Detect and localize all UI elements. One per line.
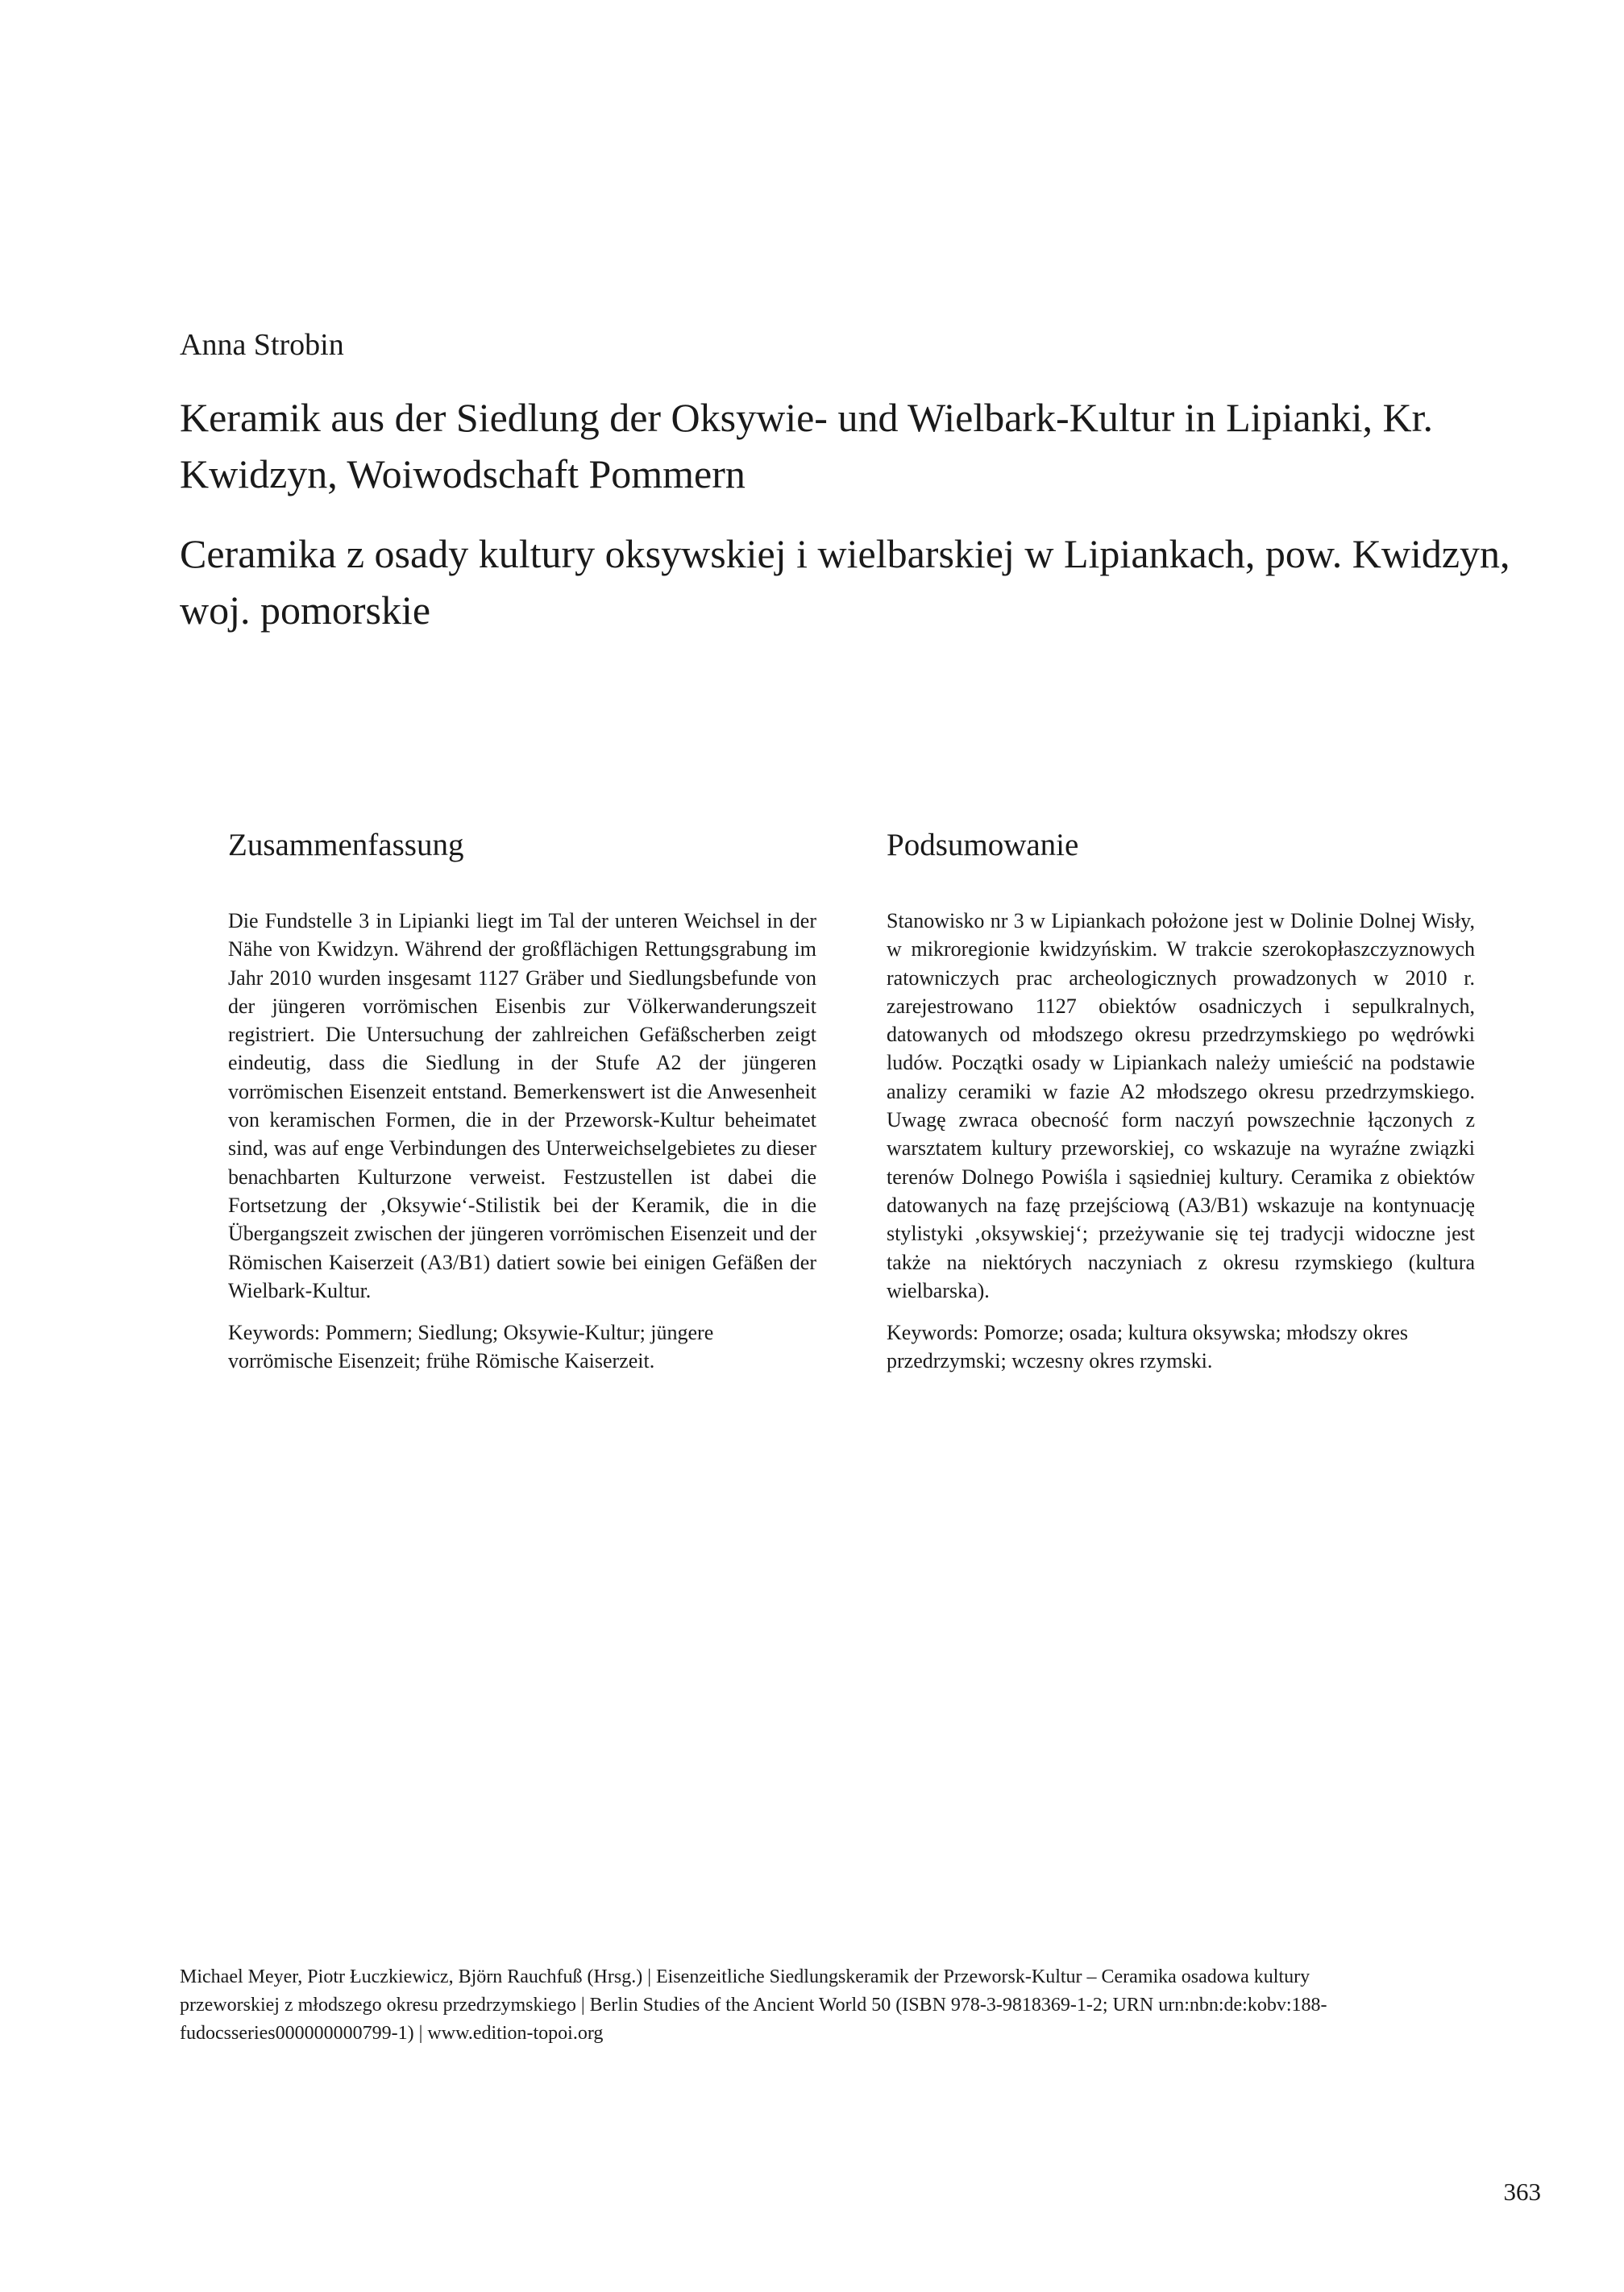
abstract-polish-body: Stanowisko nr 3 w Lipiankach położone jest w Dolinie Dolnej Wisły, w mikroregionie kwidzyńskim. W trakcie szerokopłaszczyznowych ratowniczych prac archeologicznych prowadzonych w 2010 r. zarejestrowano 1127 obiektów osadniczych i sepulkralnych, datowanych od młodszego okresu przedrzymskiego po wędrówki ludów. Początki osady w Lipiankach należy umieścić na podstawie analizy ceramiki w fazie A2 młodszego okresu przedrzymskiego. Uwagę zwraca obecność form naczyń powszechnie łączonych z warsztatem kultury przeworskiej, co wskazuje na wyraźne związki terenów Dolnego Powiśla i sąsiedniej kultury. Ceramika z obiektów datowanych na fazę przejściową (A3/B1) wskazuje na kontynuację stylistyki ‚oksywskiej‘; przeżywanie się tej tradycji widoczne jest także na niektórych naczyniach z okresu rzymskiego (kultura wielbarska). — [887, 909, 1475, 1302]
page-number: 363 — [1503, 2178, 1541, 2206]
abstract-polish — [887, 826, 1475, 1376]
author-name: Anna Strobin — [180, 328, 344, 362]
abstract-polish-keywords: Keywords: Pomorze; osada; kultura oksywska; młodszy okres przedrzymski; wczesny okres rzymski. — [887, 1321, 1409, 1373]
citation-footer: Michael Meyer, Piotr Łuczkiewicz, Björn Rauchfuß (Hrsg.) | Eisenzeitliche Siedlungskeramik der Przeworsk-Kultur – Ceramika osadowa kultury przeworskiej z młodszego okresu przedrzymskiego | Berlin Studies of the Ancient World 50 (ISBN 978-3-9818369-1-2; URN urn:nbn:de:kobv:188-fudocsseries000000000799-1) | www.edition-topoi.org — [180, 1966, 1327, 2044]
abstract-german-heading: Zusammenfassung — [228, 828, 464, 862]
title-german: Keramik aus der Siedlung der Oksywie- und Wielbark-Kultur in Lipianki, Kr. Kwidzyn, Woiwodschaft Pommern — [180, 395, 1434, 496]
abstract-german-keywords: Keywords: Pommern; Siedlung; Oksywie-Kultur; jüngere vorrömische Eisenzeit; frühe Römische Kaiserzeit. — [228, 1321, 714, 1373]
title-polish: Ceramika z osady kultury oksywskiej i wielbarskiej w Lipiankach, pow. Kwidzyn, woj. pomorskie — [180, 531, 1510, 633]
abstract-german — [228, 826, 816, 1376]
abstract-polish-heading: Podsumowanie — [887, 828, 1079, 862]
abstract-german-body: Die Fundstelle 3 in Lipianki liegt im Tal der unteren Weichsel in der Nähe von Kwidzyn. Während der großflächigen Rettungsgrabung im Jahr 2010 wurden insgesamt 1127 Gräber und Siedlungsbefunde von der jüngeren vorrömischen Eisenbis zur Völkerwanderungszeit registriert. Die Untersuchung der zahlreichen Gefäßscherben zeigt eindeutig, dass die Siedlung in der Stufe A2 der jüngeren vorrömischen Eisenzeit entstand. Bemerkenswert ist die Anwesenheit von keramischen Formen, die in der Przeworsk-Kultur beheimatet sind, was auf enge Verbindungen des Unterweichselgebietes zu dieser benachbarten Kulturzone verweist. Festzustellen ist dabei die Fortsetzung der ‚Oksywie‘-Stilistik bei der Keramik, die in die Übergangszeit zwischen der jüngeren vorrömischen Eisenzeit und der Römischen Kaiserzeit (A3/B1) datiert sowie bei einigen Gefäßen der Wielbark-Kultur. — [228, 909, 816, 1302]
